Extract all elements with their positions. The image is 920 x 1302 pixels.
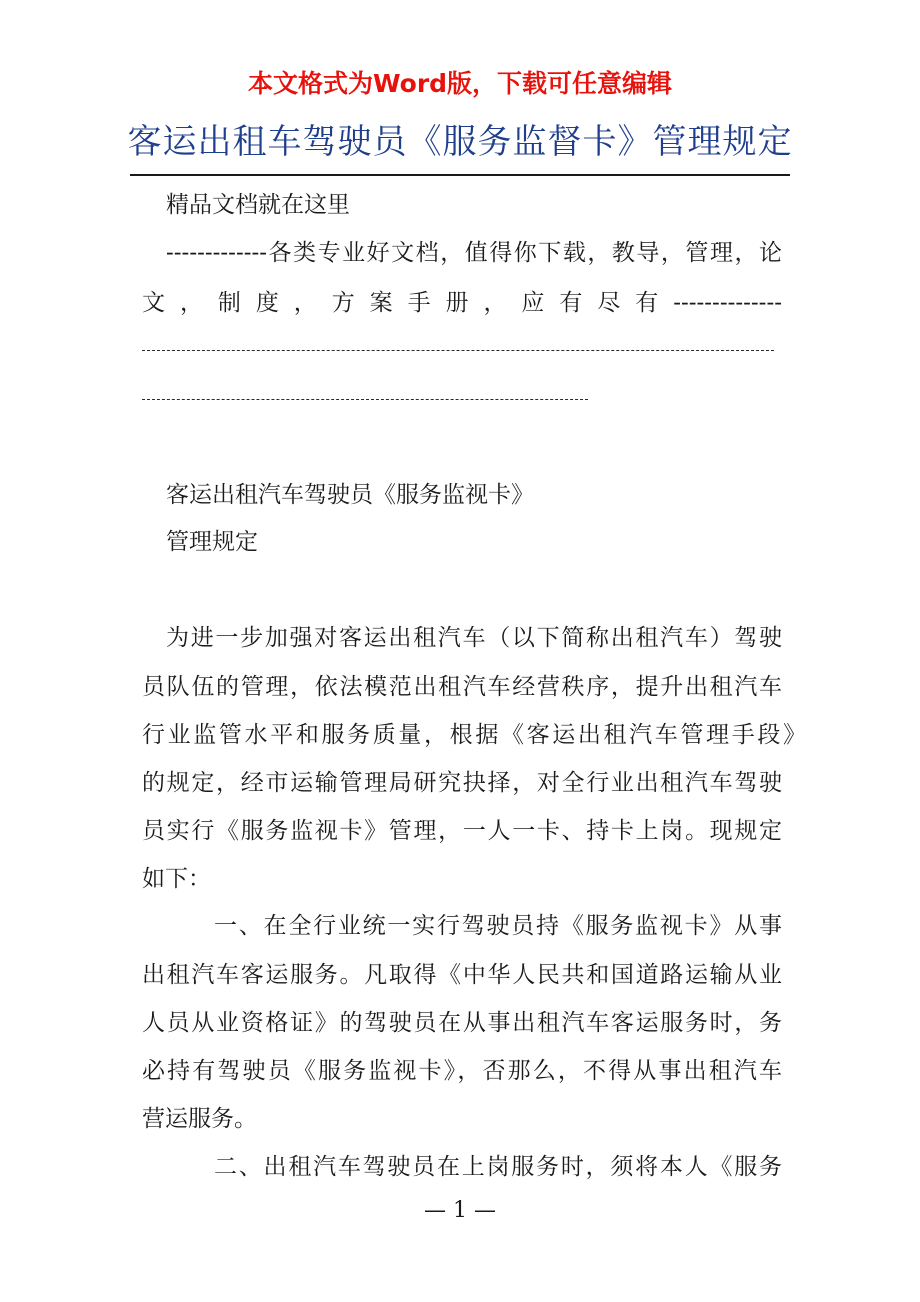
paragraph-1-line: 为进一步加强对客运出租汽车（以下简称出租汽车）驾驶	[166, 625, 782, 651]
paragraph-2-line: 营运服务。	[142, 1106, 257, 1132]
format-banner: 本文格式为Word版，下载可任意编辑	[247, 69, 673, 98]
paragraph-2-line: 必持有驾驶员《服务监视卡》，否那么，不得从事出租汽车	[142, 1058, 782, 1084]
paragraph-1-line: 如下：	[142, 866, 211, 892]
paragraph-1-line: 员实行《服务监视卡》管理，一人一卡、持卡上岗。现规定	[142, 818, 782, 844]
intro-line-1: 精品文档就在这里	[166, 192, 350, 218]
title-divider	[130, 174, 790, 176]
subtitle-line-2: 管理规定	[166, 529, 258, 555]
dashed-separator-2	[142, 399, 588, 400]
paragraph-2-line: 一、在全行业统一实行驾驶员持《服务监视卡》从事	[214, 913, 782, 939]
document-title: 客运出租车驾驶员《服务监督卡》管理规定	[127, 122, 793, 162]
dashed-separator-1	[142, 350, 774, 351]
paragraph-1-line: 员队伍的管理，依法模范出租汽车经营秩序，提升出租汽车	[142, 674, 782, 700]
intro-line-2: -------------各类专业好文档，值得你下载，教导，管理，论	[166, 240, 782, 266]
paragraph-2-line: 人员从业资格证》的驾驶员在从事出租汽车客运服务时，务	[142, 1010, 782, 1036]
intro-line-3: 文 ， 制 度 ， 方 案 手 册 ， 应 有 尽 有 --------------	[142, 290, 782, 316]
paragraph-1-line: 行业监管水平和服务质量，根据《客运出租汽车管理手段》	[142, 722, 806, 748]
paragraph-2-line: 出租汽车客运服务。凡取得《中华人民共和国道路运输从业	[142, 962, 782, 988]
paragraph-1-line: 的规定，经市运输管理局研究抉择，对全行业出租汽车驾驶	[142, 770, 782, 796]
page-number: — 1 —	[424, 1198, 496, 1223]
paragraph-3-line: 二、出租汽车驾驶员在上岗服务时，须将本人《服务	[214, 1154, 782, 1180]
subtitle-line-1: 客运出租汽车驾驶员《服务监视卡》	[166, 482, 534, 508]
